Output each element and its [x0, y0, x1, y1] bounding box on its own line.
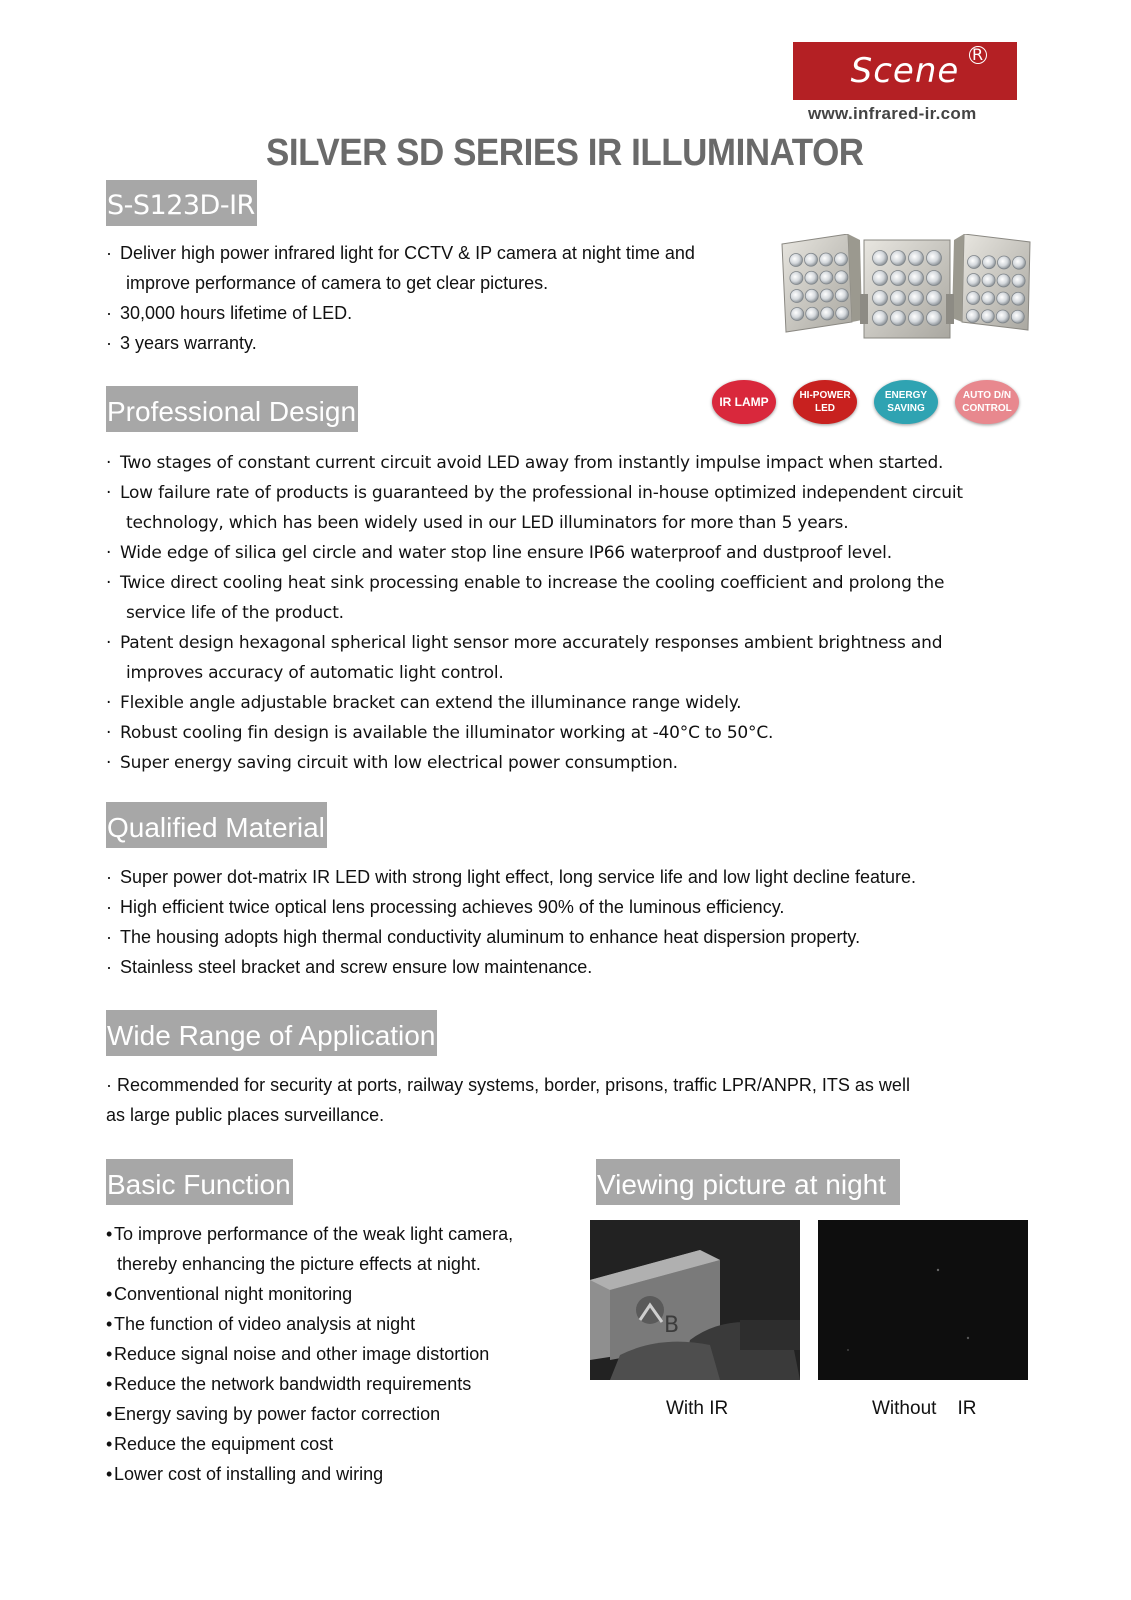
qualified-material-header: Qualified Material — [106, 802, 327, 848]
with-ir-caption: With IR — [666, 1398, 729, 1419]
led-dot — [791, 308, 804, 321]
badge-hi-power-led: HI-POWER LED — [793, 380, 857, 424]
with-ir-image — [590, 1220, 800, 1380]
registered-mark: R — [969, 46, 987, 64]
material-bullet-text: High efficient twice optical lens processing achieves 90% of the luminous efficiency. — [120, 897, 785, 917]
website-url: www.infrared-ir.com — [808, 104, 977, 123]
design-bullet-text: Patent design hexagonal spherical light sensor more accurately responses ambient brightness and — [120, 633, 943, 653]
led-dot — [805, 253, 818, 266]
bullet-dot: · — [106, 897, 112, 917]
function-text: thereby enhancing the picture effects at night. — [117, 1254, 481, 1274]
design-bullet-text: Twice direct cooling heat sink processing enable to increase the cooling coefficient and prolong the — [120, 573, 945, 593]
design-bullet-text: improves accuracy of automatic light control. — [126, 663, 504, 683]
bullet-dot: • — [106, 1464, 113, 1484]
led-dot — [982, 292, 995, 305]
bullet-dot: • — [106, 1224, 113, 1244]
model-bullet-item — [106, 298, 746, 328]
design-bullet-item — [106, 718, 1026, 748]
bullet-dot: · — [106, 927, 112, 947]
led-dot — [873, 311, 888, 326]
basic-function-header: Basic Function — [106, 1159, 293, 1205]
bullet-dot: · — [106, 633, 112, 653]
led-dot — [891, 251, 906, 266]
material-bullet-text: Stainless steel bracket and screw ensure low maintenance. — [120, 957, 593, 977]
led-dot — [820, 253, 833, 266]
bullet-dot: · — [106, 483, 112, 503]
bullet-dot: · — [106, 957, 112, 977]
application-header: Wide Range of Application — [106, 1010, 437, 1056]
brand-logo — [793, 42, 1017, 100]
led-dot — [927, 311, 942, 326]
led-dot — [835, 271, 848, 284]
bullet-dot: · — [106, 243, 112, 263]
function-text: Conventional night monitoring — [114, 1284, 353, 1304]
led-dot — [805, 271, 818, 284]
led-dot — [806, 307, 819, 320]
function-item — [106, 1279, 586, 1309]
bullet-dot: • — [106, 1404, 113, 1424]
led-dot — [873, 251, 888, 266]
design-bullet-text: Two stages of constant current circuit avoid LED away from instantly impulse impact when started. — [120, 453, 944, 473]
bullet-dot: · — [106, 333, 112, 353]
led-dot — [790, 254, 803, 267]
function-text: Reduce the network bandwidth requirements — [114, 1374, 472, 1394]
led-dot — [873, 291, 888, 306]
led-dot — [891, 271, 906, 286]
design-bullet-item — [106, 688, 1026, 718]
logo-text: Scene — [850, 51, 960, 91]
led-dot — [967, 274, 980, 287]
badge-energy-saving: ENERGY SAVING — [874, 380, 938, 424]
design-bullet-item — [106, 748, 1026, 778]
qualified-material-bullets — [106, 862, 1026, 982]
bullet-dot: • — [106, 1284, 113, 1304]
bullet-dot: · — [106, 693, 112, 713]
bullet-dot: • — [106, 1374, 113, 1394]
led-dot — [1011, 310, 1024, 323]
design-bullet-item — [106, 628, 1026, 688]
professional-design-header: Professional Design — [106, 386, 358, 432]
design-bullet-item — [106, 478, 1026, 538]
led-dot — [805, 289, 818, 302]
without-ir-image — [818, 1220, 1028, 1380]
professional-design-bullets — [106, 448, 1026, 778]
material-bullet-item — [106, 862, 1026, 892]
material-bullet-text: The housing adopts high thermal conductivity aluminum to enhance heat dispersion property. — [120, 927, 861, 947]
model-bullet-text: improve performance of camera to get clear pictures. — [126, 273, 549, 293]
led-dot — [998, 256, 1011, 269]
design-bullet-text: Super energy saving circuit with low electrical power consumption. — [120, 753, 678, 773]
model-bullet-item — [106, 238, 746, 298]
application-text: · Recommended for security at ports, railway systems, border, prisons, traffic LPR/ANPR, ITS as well as large public places surveillance. — [106, 1070, 1026, 1130]
bullet-dot: · — [106, 303, 112, 323]
led-dot — [982, 274, 995, 287]
material-bullet-item — [106, 952, 1026, 982]
bullet-dot: · — [106, 867, 112, 887]
design-bullet-item — [106, 448, 1026, 478]
design-bullet-text: service life of the product. — [126, 603, 344, 623]
function-text: To improve performance of the weak light camera, — [114, 1224, 514, 1244]
model-header: S-S123D-IR — [106, 180, 257, 226]
led-dot — [997, 274, 1010, 287]
function-item — [106, 1309, 586, 1339]
model-bullet-item — [106, 328, 746, 358]
application-line-1: Recommended for security at ports, railway systems, border, prisons, traffic LPR/ANPR, ITS as well — [117, 1075, 910, 1095]
basic-function-list — [106, 1219, 586, 1489]
led-dot — [835, 289, 848, 302]
function-text: Reduce signal noise and other image distortion — [114, 1344, 490, 1364]
led-dot — [790, 272, 803, 285]
model-bullet-text: 30,000 hours lifetime of LED. — [120, 303, 353, 323]
design-bullet-text: Robust cooling fin design is available the illuminator working at -40°C to 50°C. — [120, 723, 774, 743]
model-bullet-text: 3 years warranty. — [120, 333, 257, 353]
led-dot — [997, 292, 1010, 305]
function-text: Reduce the equipment cost — [114, 1434, 334, 1454]
material-bullet-text: Super power dot-matrix IR LED with strong light effect, long service life and low light decline feature. — [120, 867, 917, 887]
function-item — [106, 1339, 586, 1369]
led-dot — [968, 256, 981, 269]
bullet-dot: · — [106, 753, 112, 773]
function-text: Lower cost of installing and wiring — [114, 1464, 384, 1484]
design-bullet-text: Flexible angle adjustable bracket can extend the illuminance range widely. — [120, 693, 742, 713]
bullet-dot: · — [106, 573, 112, 593]
led-dot — [909, 311, 924, 326]
led-dot — [820, 271, 833, 284]
svg-text:B: B — [664, 1313, 680, 1338]
led-dot — [873, 271, 888, 286]
design-bullet-item — [106, 538, 1026, 568]
design-bullet-text: technology, which has been widely used in our LED illuminators for more than 5 years. — [126, 513, 849, 533]
led-dot — [966, 310, 979, 323]
bullet-dot: · — [106, 453, 112, 473]
led-dot — [820, 289, 833, 302]
led-dot — [927, 251, 942, 266]
page-title: SILVER SD SERIES IR ILLUMINATOR — [266, 132, 864, 174]
led-dot — [790, 290, 803, 303]
design-bullet-text: Low failure rate of products is guaranteed by the professional in-house optimized independent circuit — [120, 483, 963, 503]
bullet-dot: · — [106, 543, 112, 563]
design-bullet-item — [106, 568, 1026, 628]
led-dot — [1013, 256, 1026, 269]
bullet-dot: • — [106, 1344, 113, 1364]
design-bullet-text: Wide edge of silica gel circle and water stop line ensure IP66 waterproof and dustproof level. — [120, 543, 892, 563]
function-item — [106, 1429, 586, 1459]
badge-ir-lamp: IR LAMP — [712, 380, 776, 424]
led-dot — [821, 307, 834, 320]
feature-badges — [712, 380, 1022, 428]
led-dot — [927, 271, 942, 286]
model-bullet-text: Deliver high power infrared light for CCTV & IP camera at night time and — [120, 243, 695, 263]
function-item — [106, 1399, 586, 1429]
led-dot — [1012, 274, 1025, 287]
led-dot — [909, 251, 924, 266]
led-dot — [1012, 292, 1025, 305]
led-dot — [909, 271, 924, 286]
led-dot — [909, 291, 924, 306]
led-dot — [836, 307, 849, 320]
night-view-header: Viewing picture at night — [596, 1159, 900, 1205]
function-item — [106, 1459, 586, 1489]
badge-auto-d-n-control: AUTO D/N CONTROL — [955, 380, 1019, 424]
function-text: The function of video analysis at night — [114, 1314, 416, 1334]
bullet-dot: · — [106, 723, 112, 743]
application-line-2: as large public places surveillance. — [106, 1105, 385, 1125]
led-dot — [983, 256, 996, 269]
led-dot — [835, 253, 848, 266]
led-dot — [891, 311, 906, 326]
material-bullet-item — [106, 892, 1026, 922]
led-dot — [927, 291, 942, 306]
model-bullets — [106, 238, 746, 358]
without-ir-caption: Without IR — [872, 1398, 977, 1419]
function-item — [106, 1219, 586, 1279]
bullet-dot: • — [106, 1314, 113, 1334]
led-dot — [981, 310, 994, 323]
product-image — [778, 234, 1038, 342]
led-dot — [967, 292, 980, 305]
material-bullet-item — [106, 922, 1026, 952]
function-item — [106, 1369, 586, 1399]
bullet-dot: • — [106, 1434, 113, 1454]
function-text: Energy saving by power factor correction — [114, 1404, 441, 1424]
led-dot — [996, 310, 1009, 323]
led-dot — [891, 291, 906, 306]
